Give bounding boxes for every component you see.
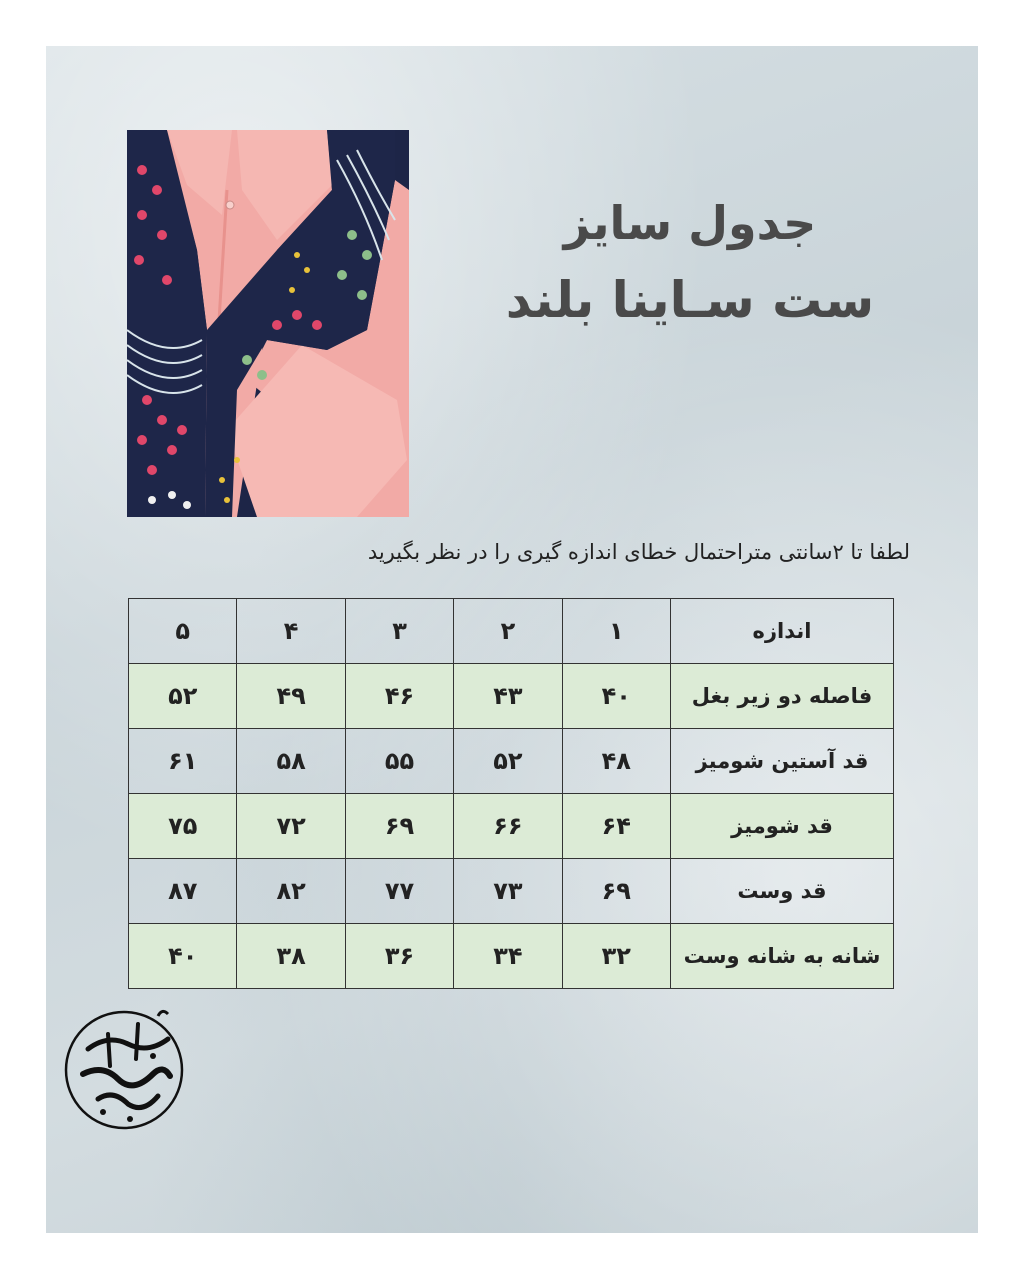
value-cell: ۶۱ [129, 729, 237, 794]
value-cell: ۷۲ [237, 794, 345, 859]
value-cell: ۷۳ [454, 859, 562, 924]
value-cell: ۸۷ [129, 859, 237, 924]
value-cell: ۶۶ [454, 794, 562, 859]
value-cell: ۵۸ [237, 729, 345, 794]
value-cell: ۳۴ [454, 924, 562, 989]
size-header-cell: ۱ [562, 599, 670, 664]
value-cell: ۳۲ [562, 924, 670, 989]
size-header-cell: ۵ [129, 599, 237, 664]
value-cell: ۴۸ [562, 729, 670, 794]
size-header-cell: ۳ [345, 599, 453, 664]
table-row [129, 794, 894, 859]
size-header-cell: ۲ [454, 599, 562, 664]
table-header-row [129, 599, 894, 664]
value-cell: ۵۵ [345, 729, 453, 794]
table-row [129, 729, 894, 794]
header-label-cell: اندازه [671, 599, 894, 664]
size-chart-page [46, 46, 978, 1233]
chart-title-line2: ست سـاینا بلند [505, 271, 875, 329]
row-label-cell: قد وست [671, 859, 894, 924]
embroidered-vest-and-pink-shirt-photo-icon [127, 130, 409, 517]
value-cell: ۵۲ [454, 729, 562, 794]
row-label-cell: قد آستین شومیز [671, 729, 894, 794]
size-table [128, 598, 894, 989]
value-cell: ۷۷ [345, 859, 453, 924]
row-label-cell: شانه به شانه وست [671, 924, 894, 989]
value-cell: ۴۳ [454, 664, 562, 729]
calligraphy-logo-icon [58, 1004, 190, 1136]
row-label-cell: قد شومیز [671, 794, 894, 859]
table-row [129, 924, 894, 989]
value-cell: ۷۵ [129, 794, 237, 859]
value-cell: ۳۸ [237, 924, 345, 989]
size-header-cell: ۴ [237, 599, 345, 664]
value-cell: ۴۹ [237, 664, 345, 729]
value-cell: ۶۹ [562, 859, 670, 924]
value-cell: ۶۴ [562, 794, 670, 859]
value-cell: ۸۲ [237, 859, 345, 924]
value-cell: ۵۲ [129, 664, 237, 729]
value-cell: ۴۶ [345, 664, 453, 729]
table-row [129, 859, 894, 924]
product-photo [127, 130, 409, 517]
brand-logo [58, 1004, 190, 1136]
table-row [129, 664, 894, 729]
row-label-cell: فاصله دو زیر بغل [671, 664, 894, 729]
value-cell: ۴۰ [562, 664, 670, 729]
value-cell: ۳۶ [345, 924, 453, 989]
value-cell: ۶۹ [345, 794, 453, 859]
chart-title-line1: جدول سایز [563, 196, 817, 250]
measurement-note: لطفا تا ۲سانتی متراحتمال خطای اندازه گیری را در نظر بگیرید [367, 540, 910, 564]
value-cell: ۴۰ [129, 924, 237, 989]
